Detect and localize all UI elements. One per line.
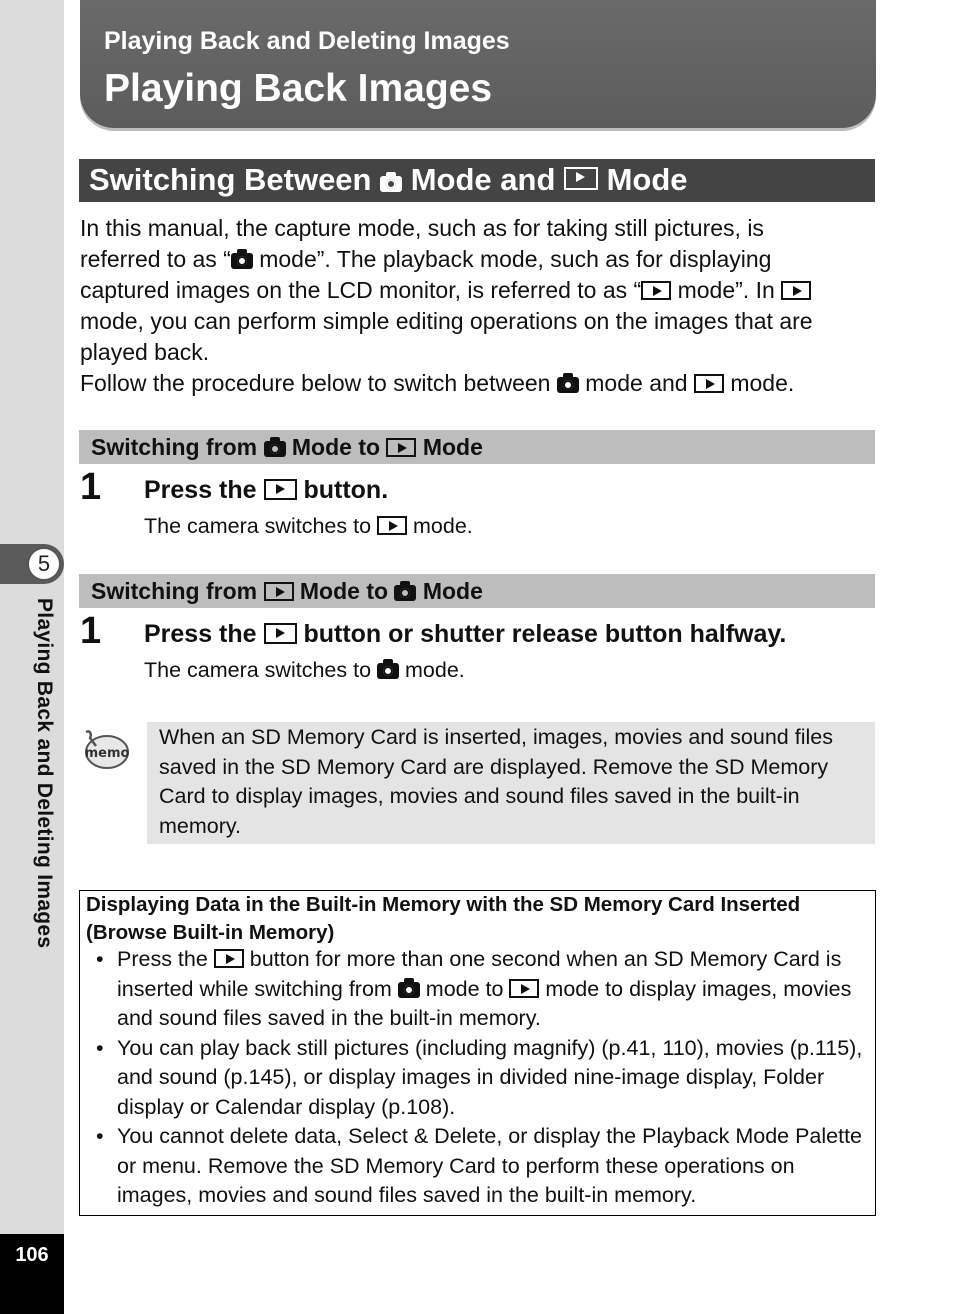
step-description: [144, 658, 465, 683]
memo-icon-label: memo: [84, 746, 130, 761]
list-item: [96, 945, 871, 1034]
intro-text: Follow the procedure below to switch between: [80, 370, 557, 396]
list-item-text: mode to: [419, 976, 510, 1001]
step-number: 1: [80, 610, 102, 652]
info-box-title: Displaying Data in the Built-in Memory with the SD Memory Card Inserted (Browse Built-in Memory): [86, 893, 801, 944]
list-item: • You cannot delete data, Select & Delete, or display the Playback Mode Palette or menu. Remove the SD Memory Card to perform these operations on images, movies and sound files saved in the built-in memory.: [96, 1122, 871, 1211]
subsection-heading-capture-to-playback: [79, 430, 875, 464]
intro-text: captured images on the LCD monitor, is referred to as “: [80, 277, 642, 303]
playback-icon: [214, 949, 244, 968]
intro-text: mode”. The playback mode, such as for displaying: [252, 246, 772, 272]
step-description: [144, 514, 473, 539]
list-item-text: button for more than one second when an SD Memory Card is inserted while switching from: [117, 947, 842, 1001]
playback-icon: [564, 167, 598, 190]
playback-icon: [264, 479, 297, 500]
intro-text: mode”. In: [671, 277, 782, 303]
subsection-text: Switching from: [91, 578, 264, 604]
page-number: 106: [15, 1244, 49, 1266]
step-desc-text: mode.: [407, 514, 473, 538]
memo-note: When an SD Memory Card is inserted, images, movies and sound files saved in the SD Memory Card are displayed. Remove the SD Memory Card to display images, movies and sound files saved in the built-in memory.: [147, 722, 875, 844]
list-item: • You can play back still pictures (including magnify) (p.41, 110), movies (p.115), and sound (p.145), or display images in divided nine-image display, Folder display or Calendar display (p.108).: [96, 1034, 871, 1123]
step-title-text: button.: [296, 476, 389, 504]
camera-icon: [557, 377, 579, 393]
chapter-number: 5: [27, 547, 61, 581]
chapter-title-vertical: Playing Back and Deleting Images: [33, 598, 56, 949]
section-heading-text-3: Mode: [598, 162, 688, 197]
camera-icon: [394, 585, 416, 601]
playback-icon: [509, 979, 539, 998]
playback-icon: [386, 438, 416, 457]
step-desc-text: The camera switches to: [144, 514, 378, 538]
playback-icon: [641, 281, 671, 300]
subsection-heading-playback-to-capture: [79, 574, 875, 608]
camera-icon: [398, 982, 420, 998]
step-title: [144, 476, 388, 505]
step-title-text: Press the: [144, 620, 264, 648]
subsection-text: Mode to: [285, 434, 387, 460]
section-heading-text-1: Switching Between: [89, 162, 381, 197]
intro-line: [80, 368, 880, 399]
camera-icon: [377, 663, 399, 679]
subsection-text: Switching from: [91, 434, 264, 460]
camera-icon: [231, 253, 253, 269]
step-desc-text: The camera switches to: [144, 658, 378, 682]
section-heading-text-2: Mode and: [402, 162, 564, 197]
playback-icon: [694, 374, 724, 393]
intro-line: [80, 244, 880, 275]
step-desc-text: mode.: [399, 658, 465, 682]
step-title: [144, 620, 786, 649]
intro-line: played back.: [80, 339, 210, 365]
playback-icon: [781, 281, 811, 300]
camera-icon: [380, 176, 402, 192]
intro-line: In this manual, the capture mode, such as for taking still pictures, is: [80, 215, 764, 241]
step-title-text: Press the: [144, 476, 264, 504]
playback-icon: [377, 516, 407, 535]
header-subtitle: Playing Back and Deleting Images: [104, 27, 510, 55]
page-title: Playing Back Images: [104, 67, 493, 110]
intro-line: mode, you can perform simple editing operations on the images that are: [80, 308, 813, 334]
memo-icon: [82, 728, 130, 772]
intro-text: referred to as “: [80, 246, 231, 272]
list-item-text: Press the: [117, 947, 214, 971]
section-heading: [79, 159, 875, 202]
intro-paragraph: [80, 213, 880, 399]
subsection-text: Mode: [416, 578, 483, 604]
intro-text: mode and: [578, 370, 694, 396]
intro-line: [80, 275, 880, 306]
list-item-text: mode to display images, movies and sound files saved in the built-in memory.: [117, 976, 852, 1030]
step-title-text: button or shutter release button halfway.: [296, 620, 787, 648]
subsection-text: Mode: [416, 434, 483, 460]
info-box-list: [96, 945, 871, 1211]
playback-icon: [264, 582, 294, 601]
subsection-text: Mode to: [293, 578, 395, 604]
step-number: 1: [80, 466, 102, 508]
playback-icon: [264, 623, 297, 644]
camera-icon: [264, 441, 286, 457]
intro-text: mode.: [723, 370, 795, 396]
